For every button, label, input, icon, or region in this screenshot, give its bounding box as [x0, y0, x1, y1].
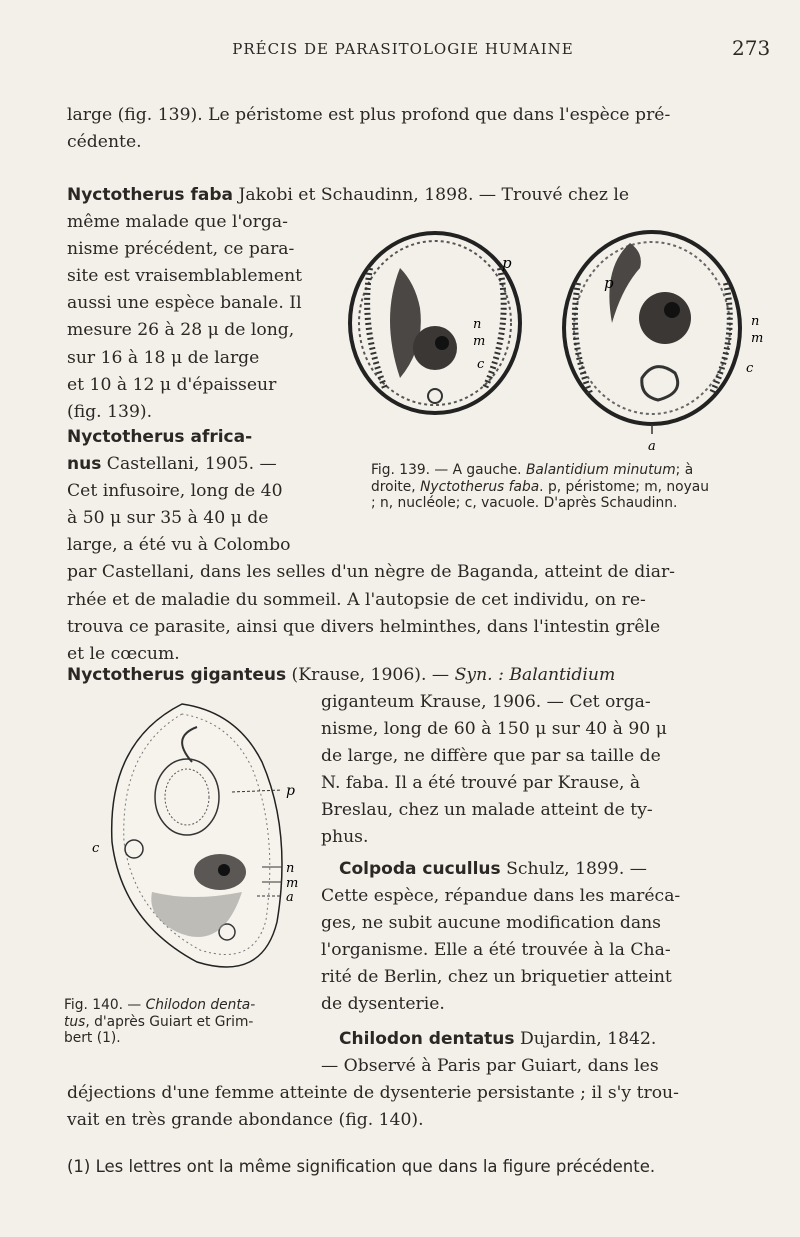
fig139-label: a [648, 439, 656, 454]
intro-paragraph [67, 102, 767, 156]
section-text: Jakobi et Schaudinn, 1898. — Trouvé chez le [232, 185, 630, 205]
section-line: large, a été vu à Colombo [67, 535, 291, 556]
section-line: Cet infusoire, long de 40 [67, 481, 283, 502]
figure-140-caption [64, 997, 334, 1047]
caption-text: , d'après Guiart et Grim- [85, 1013, 254, 1030]
section-line: l'organisme. Elle a été trouvée à la Cha- [321, 940, 671, 961]
section-nyctotherus-africanus [67, 424, 777, 668]
intro-line: cédente. [67, 132, 142, 153]
species-heading: Nyctotherus africa- [67, 427, 253, 447]
species-heading: Colpoda cucullus [339, 859, 501, 879]
section-chilodon-body-cont [67, 1080, 777, 1134]
caption-species: Balantidium minutum [525, 462, 676, 478]
section-line: mesure 26 à 28 μ de long, [67, 320, 295, 341]
intro-line: large (fig. 139). Le péristome est plus profond que dans l'espèce pré- [67, 105, 671, 125]
section-text: Castellani, 1905. — [101, 454, 277, 475]
fig140-label: a [286, 890, 294, 905]
section-line: de large, ne diffère que par sa taille de [321, 746, 661, 767]
footnote: (1) Les lettres ont la même signification que dans la figure précédente. [67, 1157, 656, 1176]
section-line: rhée et de maladie du sommeil. A l'autopsie de cet individu, on re- [67, 589, 646, 610]
section-line: à 50 μ sur 35 à 40 μ de [67, 508, 269, 529]
fig140-label: p [286, 783, 295, 799]
section-line: de dysenterie. [321, 994, 445, 1015]
section-line: giganteum Krause, 1906. — Cet orga- [321, 692, 651, 712]
section-text: Dujardin, 1842. [514, 1029, 657, 1049]
running-title: PRÉCIS DE PARASITOLOGIE HUMAINE [232, 40, 574, 58]
fig139-label: c [477, 357, 485, 372]
species-heading: Chilodon dentatus [339, 1029, 515, 1049]
section-line: phus. [321, 827, 369, 848]
section-line: rité de Berlin, chez un briquetier atteint [321, 967, 672, 988]
section-line: déjections d'une femme atteinte de dysenterie persistante ; il s'y trou- [67, 1083, 679, 1103]
fig139-label: m [751, 331, 764, 346]
fig139-label: n [473, 317, 482, 332]
caption-text: bert (1). [64, 1030, 121, 1046]
fig140-label: n [286, 861, 295, 876]
fig140-label: c [92, 841, 100, 856]
fig139-label: p [502, 254, 512, 272]
figure-139-illustration [340, 228, 770, 458]
section-line: vait en très grande abondance (fig. 140). [67, 1110, 424, 1131]
caption-species: Chilodon denta- [145, 997, 256, 1013]
section-chilodon-dentatus [339, 1026, 779, 1053]
section-line: trouva ce parasite, ainsi que divers helminthes, dans l'intestin grêle [67, 616, 661, 637]
fig139-label: n [751, 314, 760, 329]
caption-text: Fig. 140. — [64, 997, 146, 1013]
caption-text: ; à droite, [371, 462, 694, 495]
section-text: Schulz, 1899. — [500, 859, 647, 879]
section-chilodon-body [321, 1053, 781, 1080]
section-text: (Krause, 1906). — [286, 665, 455, 685]
section-nyctotherus-giganteus [67, 662, 777, 689]
section-line: par Castellani, dans les selles d'un nègre de Baganda, atteint de diar- [67, 562, 675, 583]
species-heading: Nyctotherus faba [67, 185, 233, 205]
figure-140-illustration [92, 692, 322, 992]
section-line: et 10 à 12 μ d'épaisseur [67, 374, 277, 395]
section-line: site est vraisemblablement [67, 266, 303, 287]
section-line: Cette espèce, répandue dans les maréca- [321, 886, 681, 906]
species-heading: Nyctotherus giganteus [67, 665, 287, 685]
species-heading: nus [67, 454, 102, 475]
page-number: 273 [732, 36, 771, 60]
section-colpoda-cucullus [339, 856, 779, 883]
section-line: aussi une espèce banale. Il [67, 293, 302, 314]
section-line: nisme, long de 60 à 150 μ sur 40 à 90 μ [321, 719, 667, 740]
section-line: N. faba. Il a été trouvé par Krause, à [321, 773, 641, 794]
caption-text: Fig. 139. — A gauche. [371, 462, 526, 478]
section-giganteus-body [321, 689, 771, 852]
fig139-label: c [746, 361, 754, 376]
section-line: et le cœcum. [67, 643, 180, 664]
figure-139-caption [371, 462, 711, 512]
section-line: ges, ne subit aucune modification dans [321, 913, 662, 934]
section-line: Breslau, chez un malade atteint de ty- [321, 800, 653, 821]
fig139-label: p [604, 274, 614, 292]
caption-species: tus [64, 1013, 86, 1030]
caption-species: Nyctotherus faba [420, 478, 540, 495]
section-line: — Observé à Paris par Guiart, dans les [321, 1056, 659, 1076]
section-line: (fig. 139). [67, 401, 153, 422]
fig140-label: m [286, 876, 299, 891]
caption-text: . p, péristome; m, noyau ; n, nucléole; c, vacuole. D'après Schaudinn. [371, 478, 709, 511]
section-line: sur 16 à 18 μ de large [67, 347, 260, 368]
synonym-label: Syn. : Balantidium [454, 665, 616, 685]
section-colpoda-body [321, 883, 771, 1018]
fig139-label: m [473, 334, 486, 349]
section-line: même malade que l'orga- [67, 212, 288, 233]
section-line: nisme précédent, ce para- [67, 239, 295, 260]
